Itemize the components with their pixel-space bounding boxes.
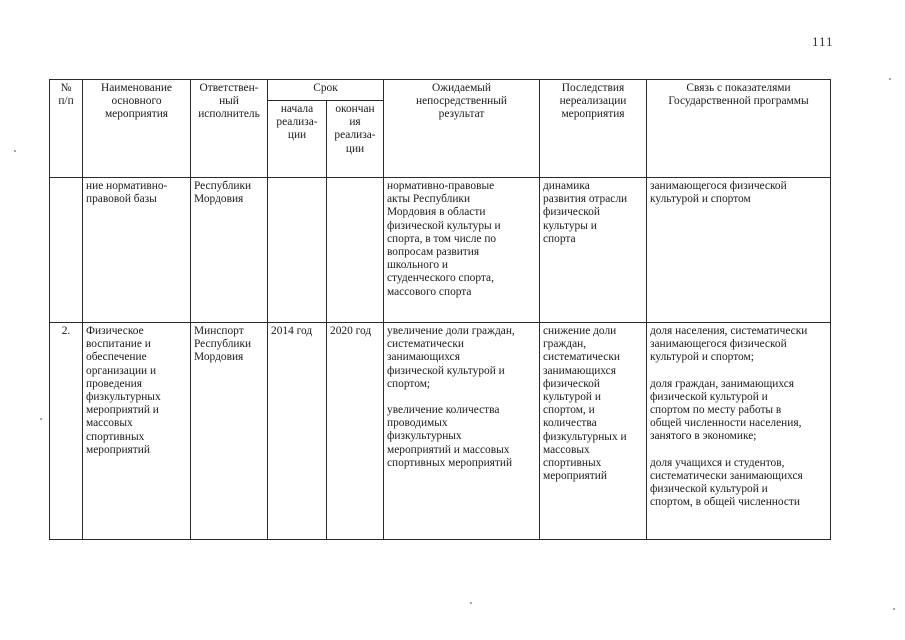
row-end: 2020 год <box>327 323 384 540</box>
row-name: ние нормативно- правовой базы <box>83 178 191 323</box>
row-responsible: Минспорт Республики Мордовия <box>191 323 268 540</box>
table-header-row-1 <box>50 80 831 101</box>
header-link: Связь с показателями Государственной программы <box>647 80 831 178</box>
link-paragraph: доля населения, систематически занимающегося физической культурой и спортом; <box>650 325 808 364</box>
scan-speck <box>14 150 16 152</box>
row-consequences: динамика развития отрасли физической культуры и спорта <box>540 178 647 323</box>
link-paragraph: занимающегося физической культурой и спортом <box>650 180 787 206</box>
row-num: 2. <box>50 323 83 540</box>
header-term-end: окончан ия реализа- ции <box>327 101 384 178</box>
header-expected: Ожидаемый непосредственный результат <box>384 80 540 178</box>
header-name: Наименование основного мероприятия <box>83 80 191 178</box>
row-expected <box>384 323 540 540</box>
header-num: № п/п <box>50 80 83 178</box>
expected-paragraph: увеличение количества проводимых физкультурных мероприятий и массовых спортивных мероприятий <box>387 404 513 469</box>
row-link <box>647 178 831 323</box>
header-consequences: Последствия нереализации мероприятия <box>540 80 647 178</box>
scan-speck <box>470 602 472 604</box>
scan-speck <box>40 418 42 420</box>
table-row <box>50 323 831 540</box>
row-name: Физическое воспитание и обеспечение организации и проведения физкультурных мероприятий и массовых спортивных мероприятий <box>83 323 191 540</box>
header-responsible: Ответствен- ный исполнитель <box>191 80 268 178</box>
row-expected <box>384 178 540 323</box>
header-term: Срок <box>268 80 384 101</box>
row-link <box>647 323 831 540</box>
row-end <box>327 178 384 323</box>
row-start: 2014 год <box>268 323 327 540</box>
link-paragraph: доля учащихся и студентов, систематически занимающихся физической культурой и спортом, в общей численности <box>650 456 803 509</box>
row-num <box>50 178 83 323</box>
row-responsible: Республики Мордовия <box>191 178 268 323</box>
row-start <box>268 178 327 323</box>
header-term-start: начала реализа- ции <box>268 101 327 178</box>
table-row <box>50 178 831 323</box>
page-number: 111 <box>812 34 834 49</box>
expected-paragraph: нормативно-правовые акты Республики Мордовия в области физической культуры и спорта, в том числе по вопросам развития школьного и студенческого спорта, массового спорта <box>387 180 501 298</box>
expected-paragraph: увеличение доли граждан, систематически занимающихся физической культурой и спортом; <box>387 325 515 390</box>
row-consequences: снижение доли граждан, систематически занимающихся физической культурой и спортом, и количества физкультурных и массовых спортивных мероприятий <box>540 323 647 540</box>
link-paragraph: доля граждан, занимающихся физической культурой и спортом по месту работы в общей численности населения, занятого в экономике; <box>650 377 802 443</box>
scan-speck <box>889 78 891 80</box>
scan-speck <box>893 608 895 610</box>
program-table <box>49 79 831 540</box>
